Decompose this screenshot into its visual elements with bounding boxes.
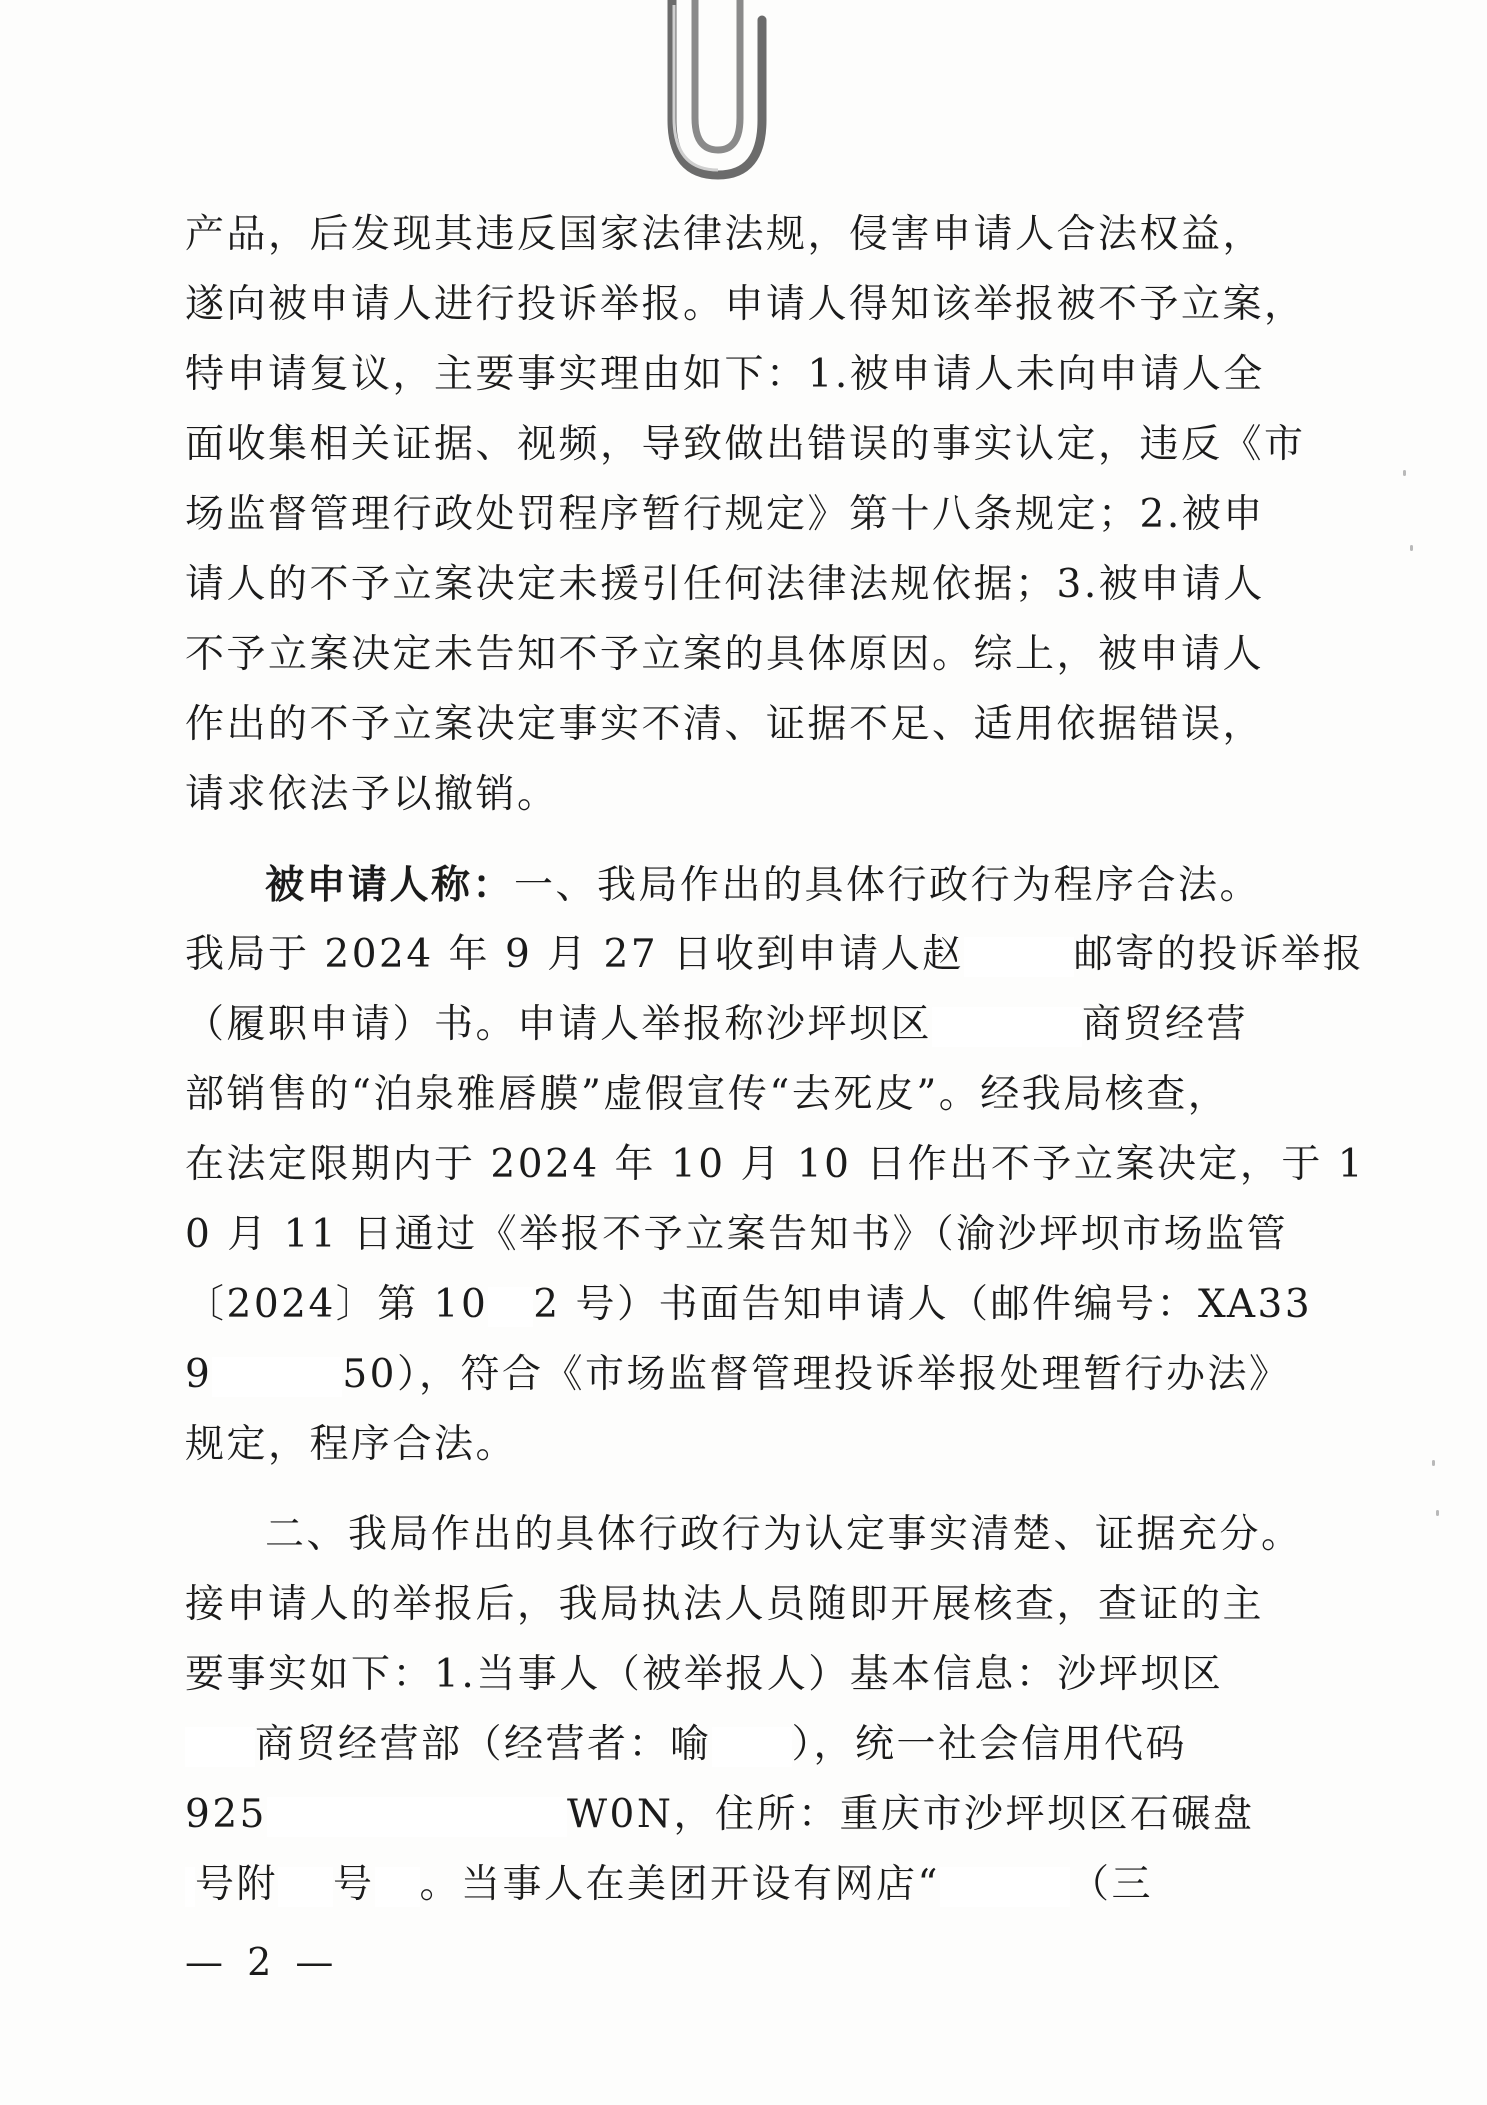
redaction-block [964,937,1074,977]
text-line: 要事实如下：1.当事人（被举报人）基本信息：沙坪坝区 [185,1652,1224,1697]
redaction-block [267,1797,567,1837]
text-line: 我局于 2024 年 9 月 27 日收到申请人赵 邮寄的投诉举报 [185,932,1365,977]
text-line: 规定，程序合法。 [185,1422,518,1467]
text-line: 场监督管理行政处罚程序暂行规定》第十八条规定；2.被申 [185,492,1265,537]
text-line: 0 月 11 日通过《举报不予立案告知书》（渝沙坪坝市场监管 [185,1212,1289,1257]
body-text [185,200,1366,1920]
text-line: 二、我局作出的具体行政行为认定事实清楚、证据充分。 [265,1512,1303,1557]
text-line: 特申请复议，主要事实理由如下：1.被申请人未向申请人全 [185,352,1265,397]
text-line: 产品，后发现其违反国家法律法规，侵害申请人合法权益， [185,212,1265,257]
redaction-block [212,1357,342,1397]
text-line: 部销售的“泊泉雅唇膜”虚假宣传“去死皮”。经我局核查， [185,1072,1230,1117]
redaction-block [488,1287,533,1327]
text-line: 请求依法予以撤销。 [185,772,559,817]
redaction-block [185,1727,255,1767]
redaction-block [375,1867,420,1907]
text-line: 接申请人的举报后，我局执法人员随即开展核查，查证的主 [185,1582,1265,1627]
scan-speck [1436,1510,1439,1516]
redaction-block [940,1867,1070,1907]
text-line: 作出的不予立案决定事实不清、证据不足、适用依据错误， [185,702,1265,747]
page-number: — 2 — [185,1940,340,1984]
redaction-block [712,1727,792,1767]
redaction-block [932,1007,1082,1047]
text-line: 号附 号 。当事人在美团开设有网店“ （三 [185,1850,1245,1920]
redaction-block [278,1867,333,1907]
respondent-paragraph-start [185,850,1262,920]
scan-speck [1403,470,1406,476]
scan-speck [1432,1460,1435,1466]
text-line: 不予立案决定未告知不予立案的具体原因。综上，被申请人 [185,632,1265,677]
text-line: 面收集相关证据、视频，导致做出错误的事实认定，违反《市 [185,422,1306,467]
text-line: 在法定限期内于 2024 年 10 月 10 日作出不予立案决定，于 1 [185,1142,1366,1187]
scan-speck [1410,545,1413,551]
text-line: 遂向被申请人进行投诉举报。申请人得知该举报被不予立案， [185,282,1306,327]
paperclip-icon [640,0,790,200]
respondent-section-one-title: 一、我局作出的具体行政行为程序合法。 [514,863,1262,908]
redaction-block [185,1867,195,1907]
text-line: 〔2024〕第 10 2 号）书面告知申请人（邮件编号：XA33 [185,1282,1313,1327]
text-line: 请人的不予立案决定未援引任何法律法规依据；3.被申请人 [185,562,1265,607]
respondent-heading: 被申请人称： [265,862,515,908]
text-line: （履职申请）书。申请人举报称沙坪坝区 商贸经营 [185,1002,1249,1047]
text-line: 925 W0N，住所：重庆市沙坪坝区石碾盘 [185,1792,1255,1837]
text-line: 9 50），符合《市场监督管理投诉举报处理暂行办法》 [185,1352,1291,1397]
text-line: 商贸经营部（经营者：喻 ），统一社会信用代码 [185,1710,1245,1780]
